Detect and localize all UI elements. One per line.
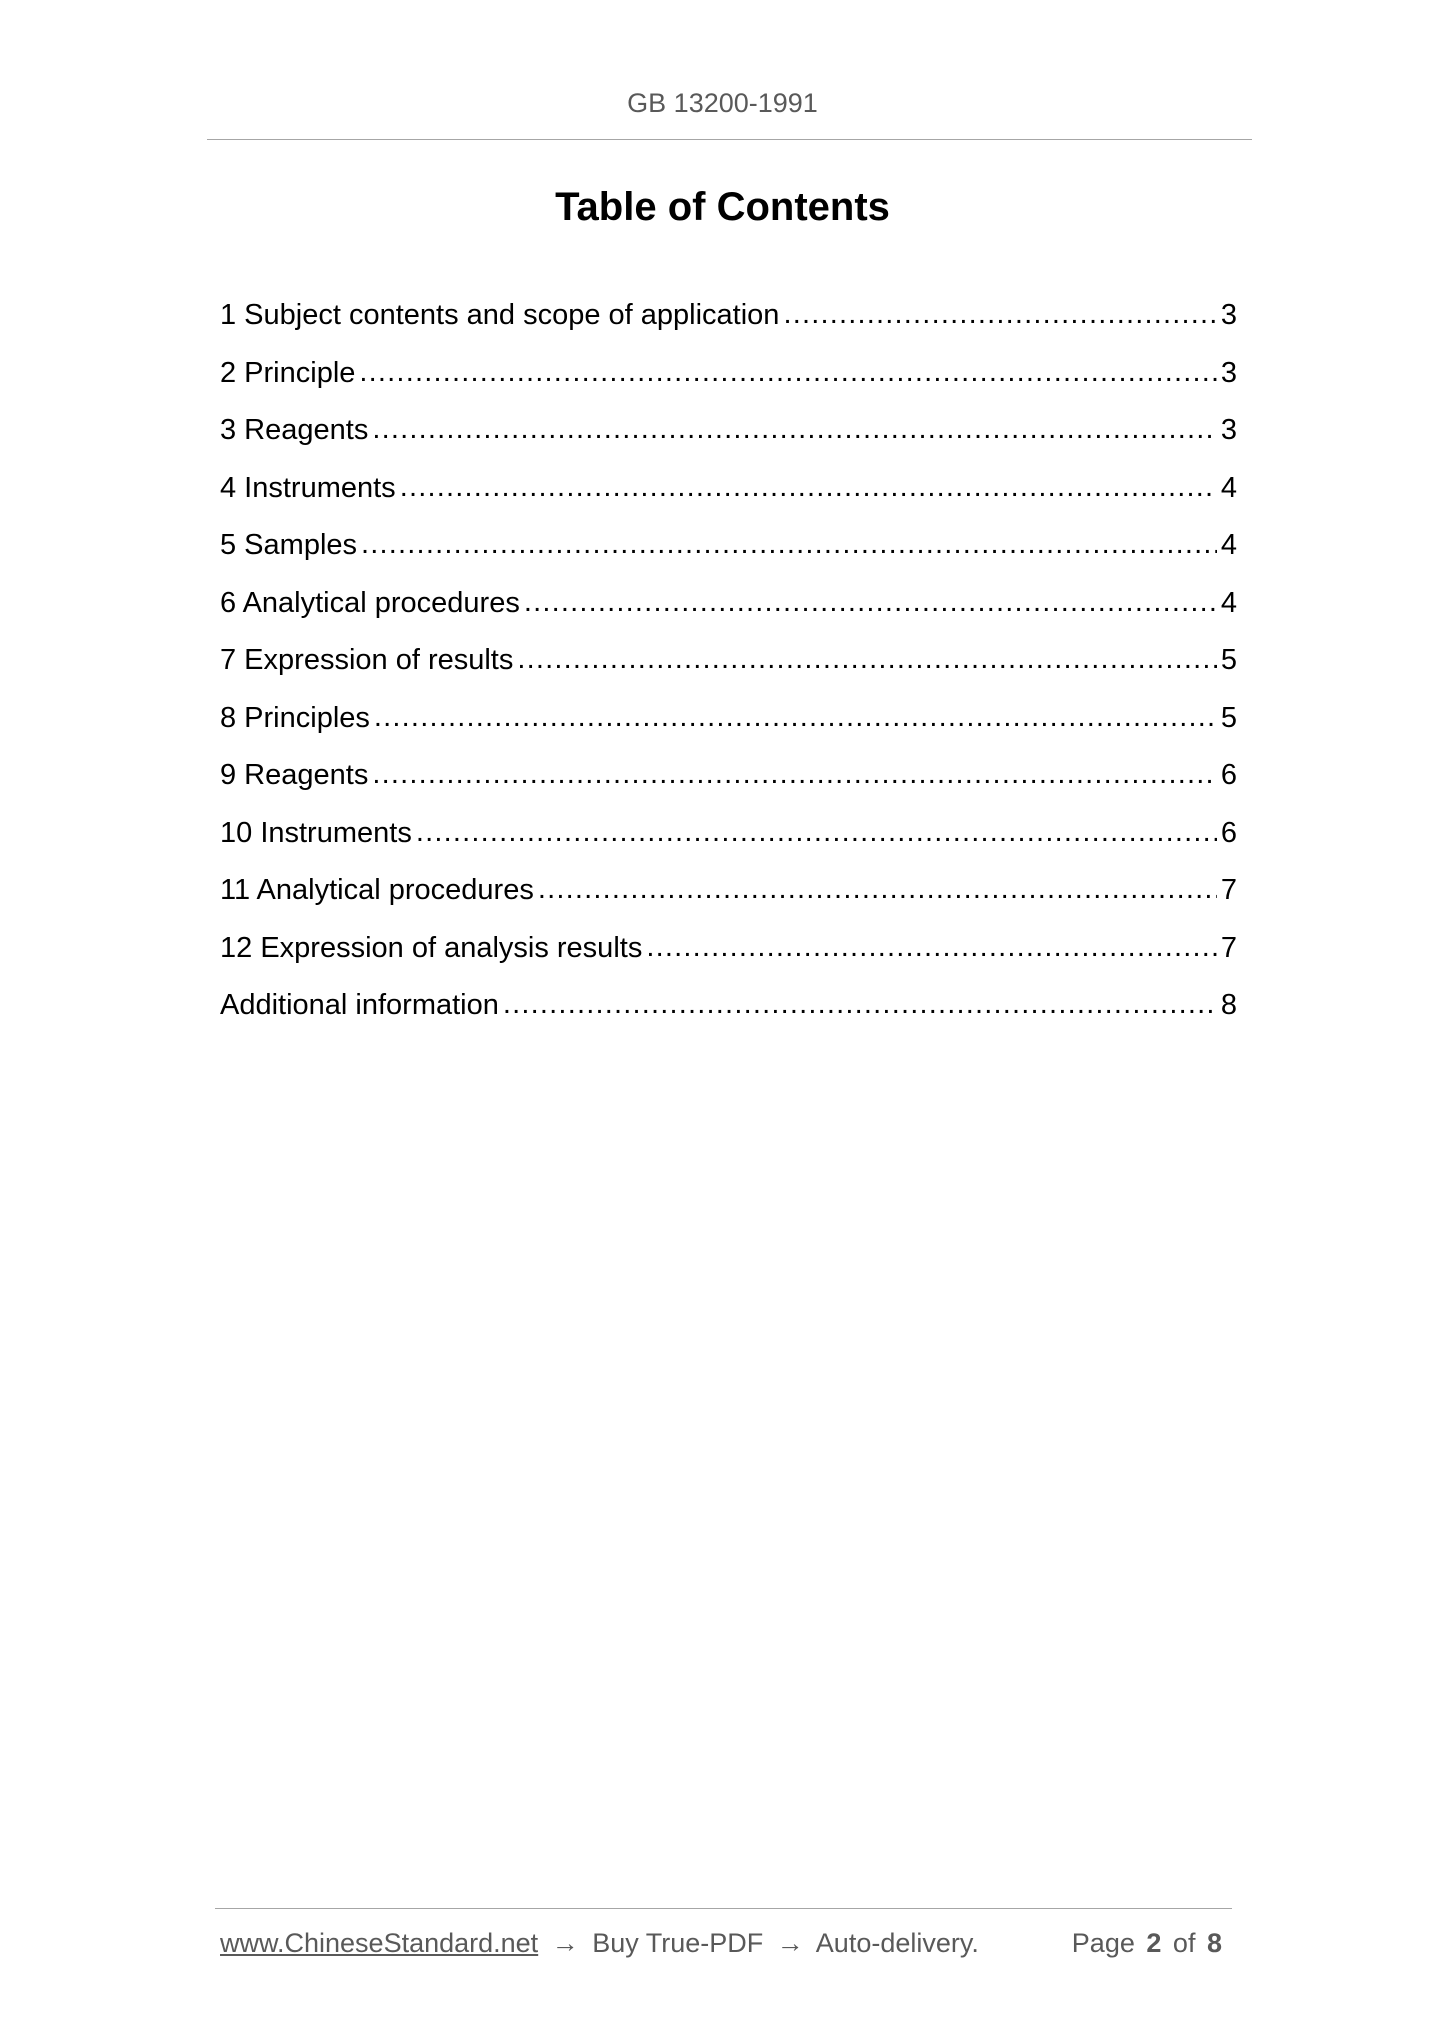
toc-dot-leader (646, 928, 1217, 966)
toc-dot-leader (372, 755, 1217, 793)
toc-entry[interactable] (220, 584, 1237, 642)
page-footer (220, 1928, 1232, 1959)
toc-entry-page: 3 (1220, 414, 1237, 446)
toc-entry-label: 1 Subject contents and scope of application (220, 299, 780, 331)
toc-entry[interactable] (220, 756, 1237, 814)
toc-entry-page: 7 (1220, 931, 1237, 964)
toc-dot-leader (538, 870, 1217, 908)
toc-entry-page: 4 (1220, 471, 1237, 504)
header-divider (207, 139, 1252, 140)
toc-entry-label: 11 Analytical procedures (220, 874, 534, 906)
footer-step-buy: Buy True-PDF (592, 1928, 764, 1958)
footer-promo (220, 1928, 979, 1959)
toc-entry-label: 8 Principles (220, 701, 370, 734)
page-title: Table of Contents (555, 185, 890, 229)
toc-entry[interactable] (220, 814, 1237, 872)
toc-entry-page: 5 (1220, 644, 1237, 676)
toc-dot-leader (400, 468, 1217, 506)
toc-entry-label: 5 Samples (220, 529, 358, 561)
toc-entry-label: 7 Expression of results (220, 644, 514, 676)
toc-entry-page: 3 (1220, 356, 1237, 389)
toc-dot-leader (503, 985, 1217, 1023)
toc-entry[interactable] (220, 296, 1237, 354)
toc-entry[interactable] (220, 354, 1237, 412)
toc-entry[interactable] (220, 469, 1237, 527)
toc-entry-page: 8 (1220, 989, 1237, 1021)
toc-entry-label: 6 Analytical procedures (220, 586, 520, 619)
toc-entry-page: 6 (1220, 759, 1237, 791)
toc-entry-label: Additional information (220, 989, 499, 1021)
toc-entry-page: 6 (1220, 816, 1237, 849)
toc-dot-leader (372, 410, 1217, 448)
toc-dot-leader (524, 583, 1217, 621)
toc-entry-page: 3 (1220, 299, 1237, 331)
toc-dot-leader (416, 813, 1217, 851)
toc-entry-label: 12 Expression of analysis results (220, 931, 643, 964)
toc-dot-leader (517, 640, 1217, 678)
toc-entry-page: 4 (1220, 529, 1237, 561)
toc-entry-page: 7 (1220, 874, 1237, 906)
toc-entry-label: 9 Reagents (220, 759, 369, 791)
toc-dot-leader (783, 295, 1216, 333)
toc-entry-page: 5 (1220, 701, 1237, 734)
toc-entry[interactable] (220, 929, 1237, 987)
website-link[interactable]: www.ChineseStandard.net (220, 1928, 539, 1958)
running-header: GB 13200-1991 (627, 88, 818, 118)
table-of-contents (220, 296, 1237, 1044)
toc-entry[interactable] (220, 986, 1237, 1044)
footer-divider (215, 1908, 1232, 1909)
toc-dot-leader (361, 525, 1217, 563)
toc-entry-label: 4 Instruments (220, 471, 396, 504)
toc-entry-label: 3 Reagents (220, 414, 369, 446)
arrow-right-icon: → (776, 1928, 804, 1958)
toc-entry-page: 4 (1220, 586, 1237, 619)
toc-entry[interactable] (220, 411, 1237, 469)
toc-dot-leader (374, 698, 1217, 736)
page-current: 2 (1146, 1928, 1162, 1958)
toc-entry-label: 2 Principle (220, 356, 356, 389)
page-label: Page (1071, 1928, 1135, 1958)
page-of: of (1172, 1928, 1196, 1958)
toc-dot-leader (359, 353, 1216, 391)
toc-entry[interactable] (220, 871, 1237, 929)
page-number (1068, 1928, 1222, 1959)
toc-entry[interactable] (220, 641, 1237, 699)
toc-entry[interactable] (220, 526, 1237, 584)
page-total: 8 (1206, 1928, 1222, 1958)
toc-entry-label: 10 Instruments (220, 816, 412, 849)
arrow-right-icon: → (551, 1928, 579, 1958)
toc-entry[interactable] (220, 699, 1237, 757)
footer-step-delivery: Auto-delivery. (815, 1928, 979, 1958)
